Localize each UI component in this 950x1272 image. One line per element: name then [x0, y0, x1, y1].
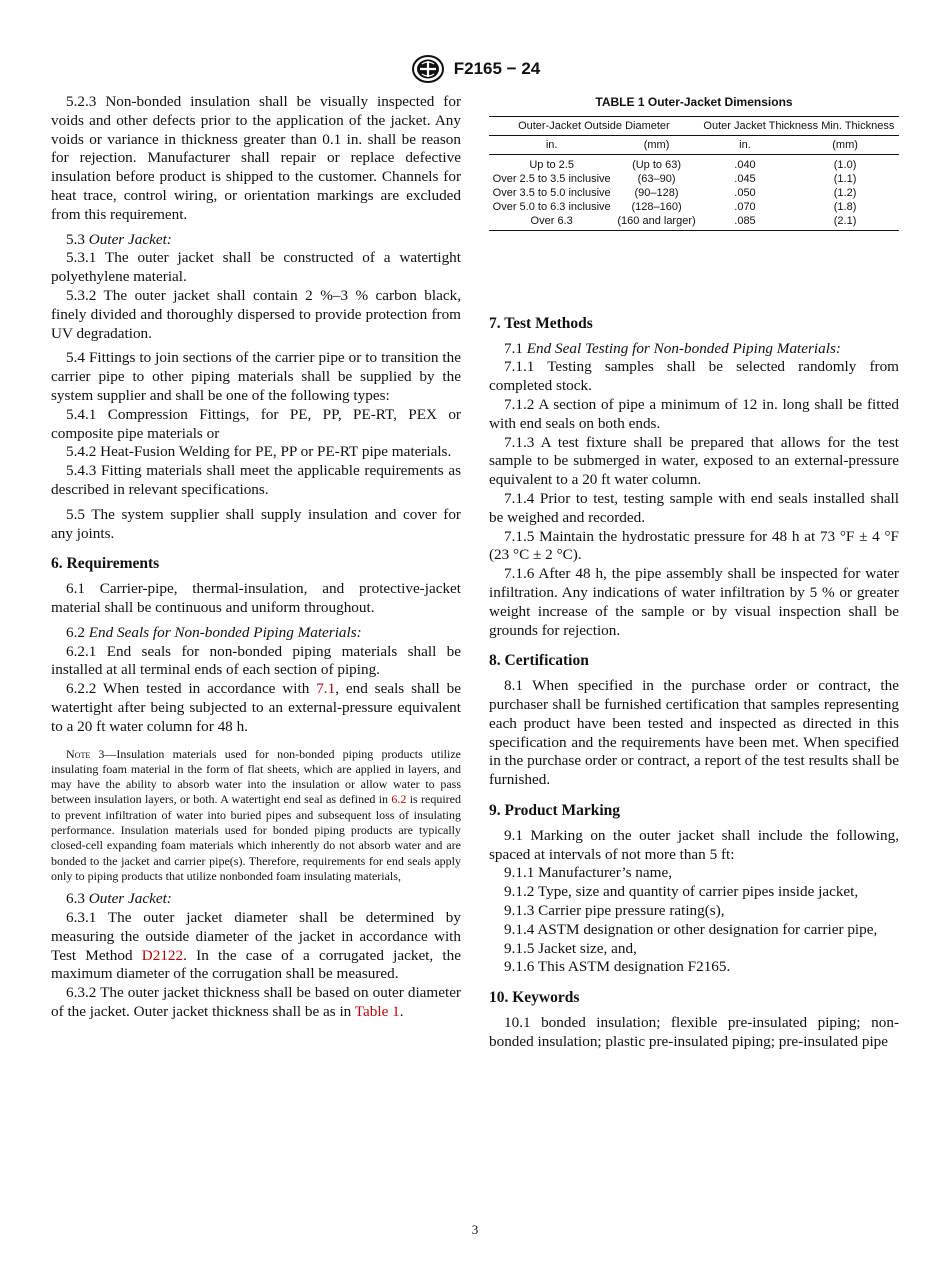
para-5-3: 5.3 Outer Jacket: [66, 230, 172, 248]
para-9-1-6: 9.1.6 This ASTM designation F2165. [504, 958, 731, 976]
table-header-diameter: Outer-Jacket Outside Diameter [489, 116, 699, 135]
para-9-1-3: 9.1.3 Carrier pipe pressure rating(s), [504, 901, 725, 919]
section-heading-6: 6. Requirements [51, 555, 160, 573]
para-6-1: 6.1 Carrier-pipe, thermal-insulation, and protective-jacket material shall be continuous and uniform throughout. [51, 580, 461, 616]
para-5-3-1: 5.3.1 The outer jacket shall be constructed of a watertight polyethylene material. [51, 249, 461, 286]
table-header-thickness: Outer Jacket Thickness Min. Thickness [699, 116, 899, 135]
para-9-1-1: 9.1.1 Manufacturer’s name, [504, 864, 672, 882]
document-designation: F2165 − 24 [453, 59, 541, 78]
para-6-3: 6.3 Outer Jacket: [66, 890, 172, 908]
table-unit: (mm) [614, 135, 698, 154]
para-5-5: 5.5 The system supplier shall supply insulation and cover for any joints. [51, 505, 461, 542]
table-row: Over 6.3 (160 and larger) .085 (2.1) [489, 214, 899, 231]
right-column [489, 93, 899, 1051]
table-row: Over 5.0 to 6.3 inclusive (128–160) .070 (1.8) [492, 200, 857, 213]
section-heading-9: 9. Product Marking [489, 801, 621, 819]
para-9-1-4: 9.1.4 ASTM designation or other designation for carrier pipe, [504, 920, 878, 938]
table-row: Over 3.5 to 5.0 inclusive (90–128) .050 (1.2) [492, 186, 857, 199]
para-6-2-2: 6.2.2 When tested in accordance with 7.1, end seals shall be watertight after being subjected to an external-pressure equivalent to a 20 ft water column for 48 h. [51, 680, 461, 735]
table-unit: in. [489, 135, 614, 154]
para-5-2-3: 5.2.3 Non-bonded insulation shall be visually inspected for voids and other defects prior to the application of the jacket. Any voids or variance in thickness greater than 0.1 in. shall be reason for rejection. Manufacturer shall repair or replace defective insulation before product is shipped to the customer. Channels for heat trace, control wiring, or orientation markings are excluded from this requirement. [51, 93, 461, 223]
table-title: TABLE 1 Outer-Jacket Dimensions [595, 95, 793, 109]
table-unit: (mm) [791, 135, 899, 154]
table-row: Over 2.5 to 3.5 inclusive (63–90) .045 (1.1) [492, 172, 857, 185]
para-9-1: 9.1 Marking on the outer jacket shall include the following, spaced at intervals of not more than 5 ft: [489, 826, 899, 863]
para-10-1: 10.1 bonded insulation; flexible pre-insulated piping; non-bonded insulation; plastic pre-insulated piping; pre-insulated pipe [489, 1013, 899, 1050]
para-7-1: 7.1 End Seal Testing for Non-bonded Piping Materials: [504, 339, 841, 357]
para-8-1: 8.1 When specified in the purchase order or contract, the purchaser shall be furnished certification that samples representing each product have been tested and inspected as directed in this specification and the requirements have been met. When specified in the purchase order or contract, a report of the test results shall be furnished. [489, 677, 899, 789]
link-6-2[interactable]: 6.2 [391, 792, 407, 807]
para-7-1-3: 7.1.3 A test fixture shall be prepared that allows for the test sample to be submerged in water, exposed to an external-pressure equivalent to a 20 ft water column. [489, 433, 899, 489]
para-5-4-3: 5.4.3 Fitting materials shall meet the applicable requirements as described in relevant specifications. [51, 462, 461, 498]
note-3: Note 3—Insulation materials used for non-bonded piping products utilize insulating foam material in the form of flat sheets, which are applied in layers, and may have the ability to absorb water into the insulation or allow water to pass between insulation layers, or both. A watertight end seal as defined in 6.2 is required to prevent infiltration of water into buried pipes and subsequent loss of insulating performance. Insulation materials used for bonded piping products are typically closed-cell expanding foam materials which inherently do not absorb water and are bonded to the jacket and carrier pipe(s). Therefore, requirements for end seals apply only to piping products that utilize nonbonded foam insulating materials, [51, 746, 461, 883]
page-number: 3 [471, 1222, 479, 1237]
para-7-1-5: 7.1.5 Maintain the hydrostatic pressure for 48 h at 73 °F ± 4 °F (23 °C ± 2 °C). [489, 527, 899, 564]
link-table-1[interactable]: Table 1 [354, 1002, 400, 1020]
para-9-1-5: 9.1.5 Jacket size, and, [504, 939, 637, 957]
para-5-4: 5.4 Fittings to join sections of the carrier pipe or to transition the carrier pipe to other piping materials shall be supplied by the system supplier and shall be one of the following types: [51, 349, 461, 404]
table-row: Up to 2.5 (Up to 63) .040 (1.0) [529, 158, 857, 171]
para-6-2-1: 6.2.1 End seals for non-bonded piping materials shall be installed at all terminal ends of each section of piping. [51, 642, 461, 679]
page-header [0, 54, 950, 84]
para-7-1-6: 7.1.6 After 48 h, the pipe assembly shall be inspected for water infiltration. Any indications of water infiltration by 5 % or greater weight increase of the sample or by visual inspection shall be grounds for rejection. [489, 565, 899, 639]
para-5-4-1: 5.4.1 Compression Fittings, for PE, PP, PE-RT, PEX or composite pipe materials or [51, 405, 461, 442]
para-9-1-2: 9.1.2 Type, size and quantity of carrier pipes inside jacket, [504, 883, 859, 901]
link-d2122[interactable]: D2122 [141, 946, 184, 964]
para-5-4-2: 5.4.2 Heat-Fusion Welding for PE, PP or PE-RT pipe materials. [66, 443, 452, 461]
para-5-3-2: 5.3.2 The outer jacket shall contain 2 %–3 % carbon black, finely divided and thoroughly dispersed to provide protection from UV degradation. [51, 286, 461, 342]
table-1-block [489, 93, 899, 231]
section-heading-7: 7. Test Methods [489, 314, 593, 332]
para-7-1-2: 7.1.2 A section of pipe a minimum of 12 in. long shall be fitted with end seals on both ends. [489, 395, 899, 432]
outer-jacket-dimensions-table [489, 116, 899, 231]
astm-logo-icon [410, 54, 446, 84]
para-7-1-4: 7.1.4 Prior to test, testing sample with end seals installed shall be weighed and recorded. [489, 489, 899, 526]
para-6-3-2: 6.3.2 The outer jacket thickness shall be based on outer diameter of the jacket. Outer jacket thickness shall be as in Table 1. [51, 984, 461, 1020]
table-unit: in. [699, 135, 791, 154]
para-7-1-1: 7.1.1 Testing samples shall be selected randomly from completed stock. [489, 358, 899, 395]
section-heading-10: 10. Keywords [489, 989, 580, 1007]
para-6-3-1: 6.3.1 The outer jacket diameter shall be determined by measuring the outside diameter of the jacket in accordance with Test Method D2122. In the case of a corrugated jacket, the maximum diameter of the corrugation shall be measured. [51, 908, 461, 983]
left-column [51, 93, 461, 1022]
section-heading-8: 8. Certification [489, 652, 589, 670]
link-7-1[interactable]: 7.1 [316, 680, 336, 698]
para-6-2: 6.2 End Seals for Non-bonded Piping Materials: [66, 623, 362, 641]
